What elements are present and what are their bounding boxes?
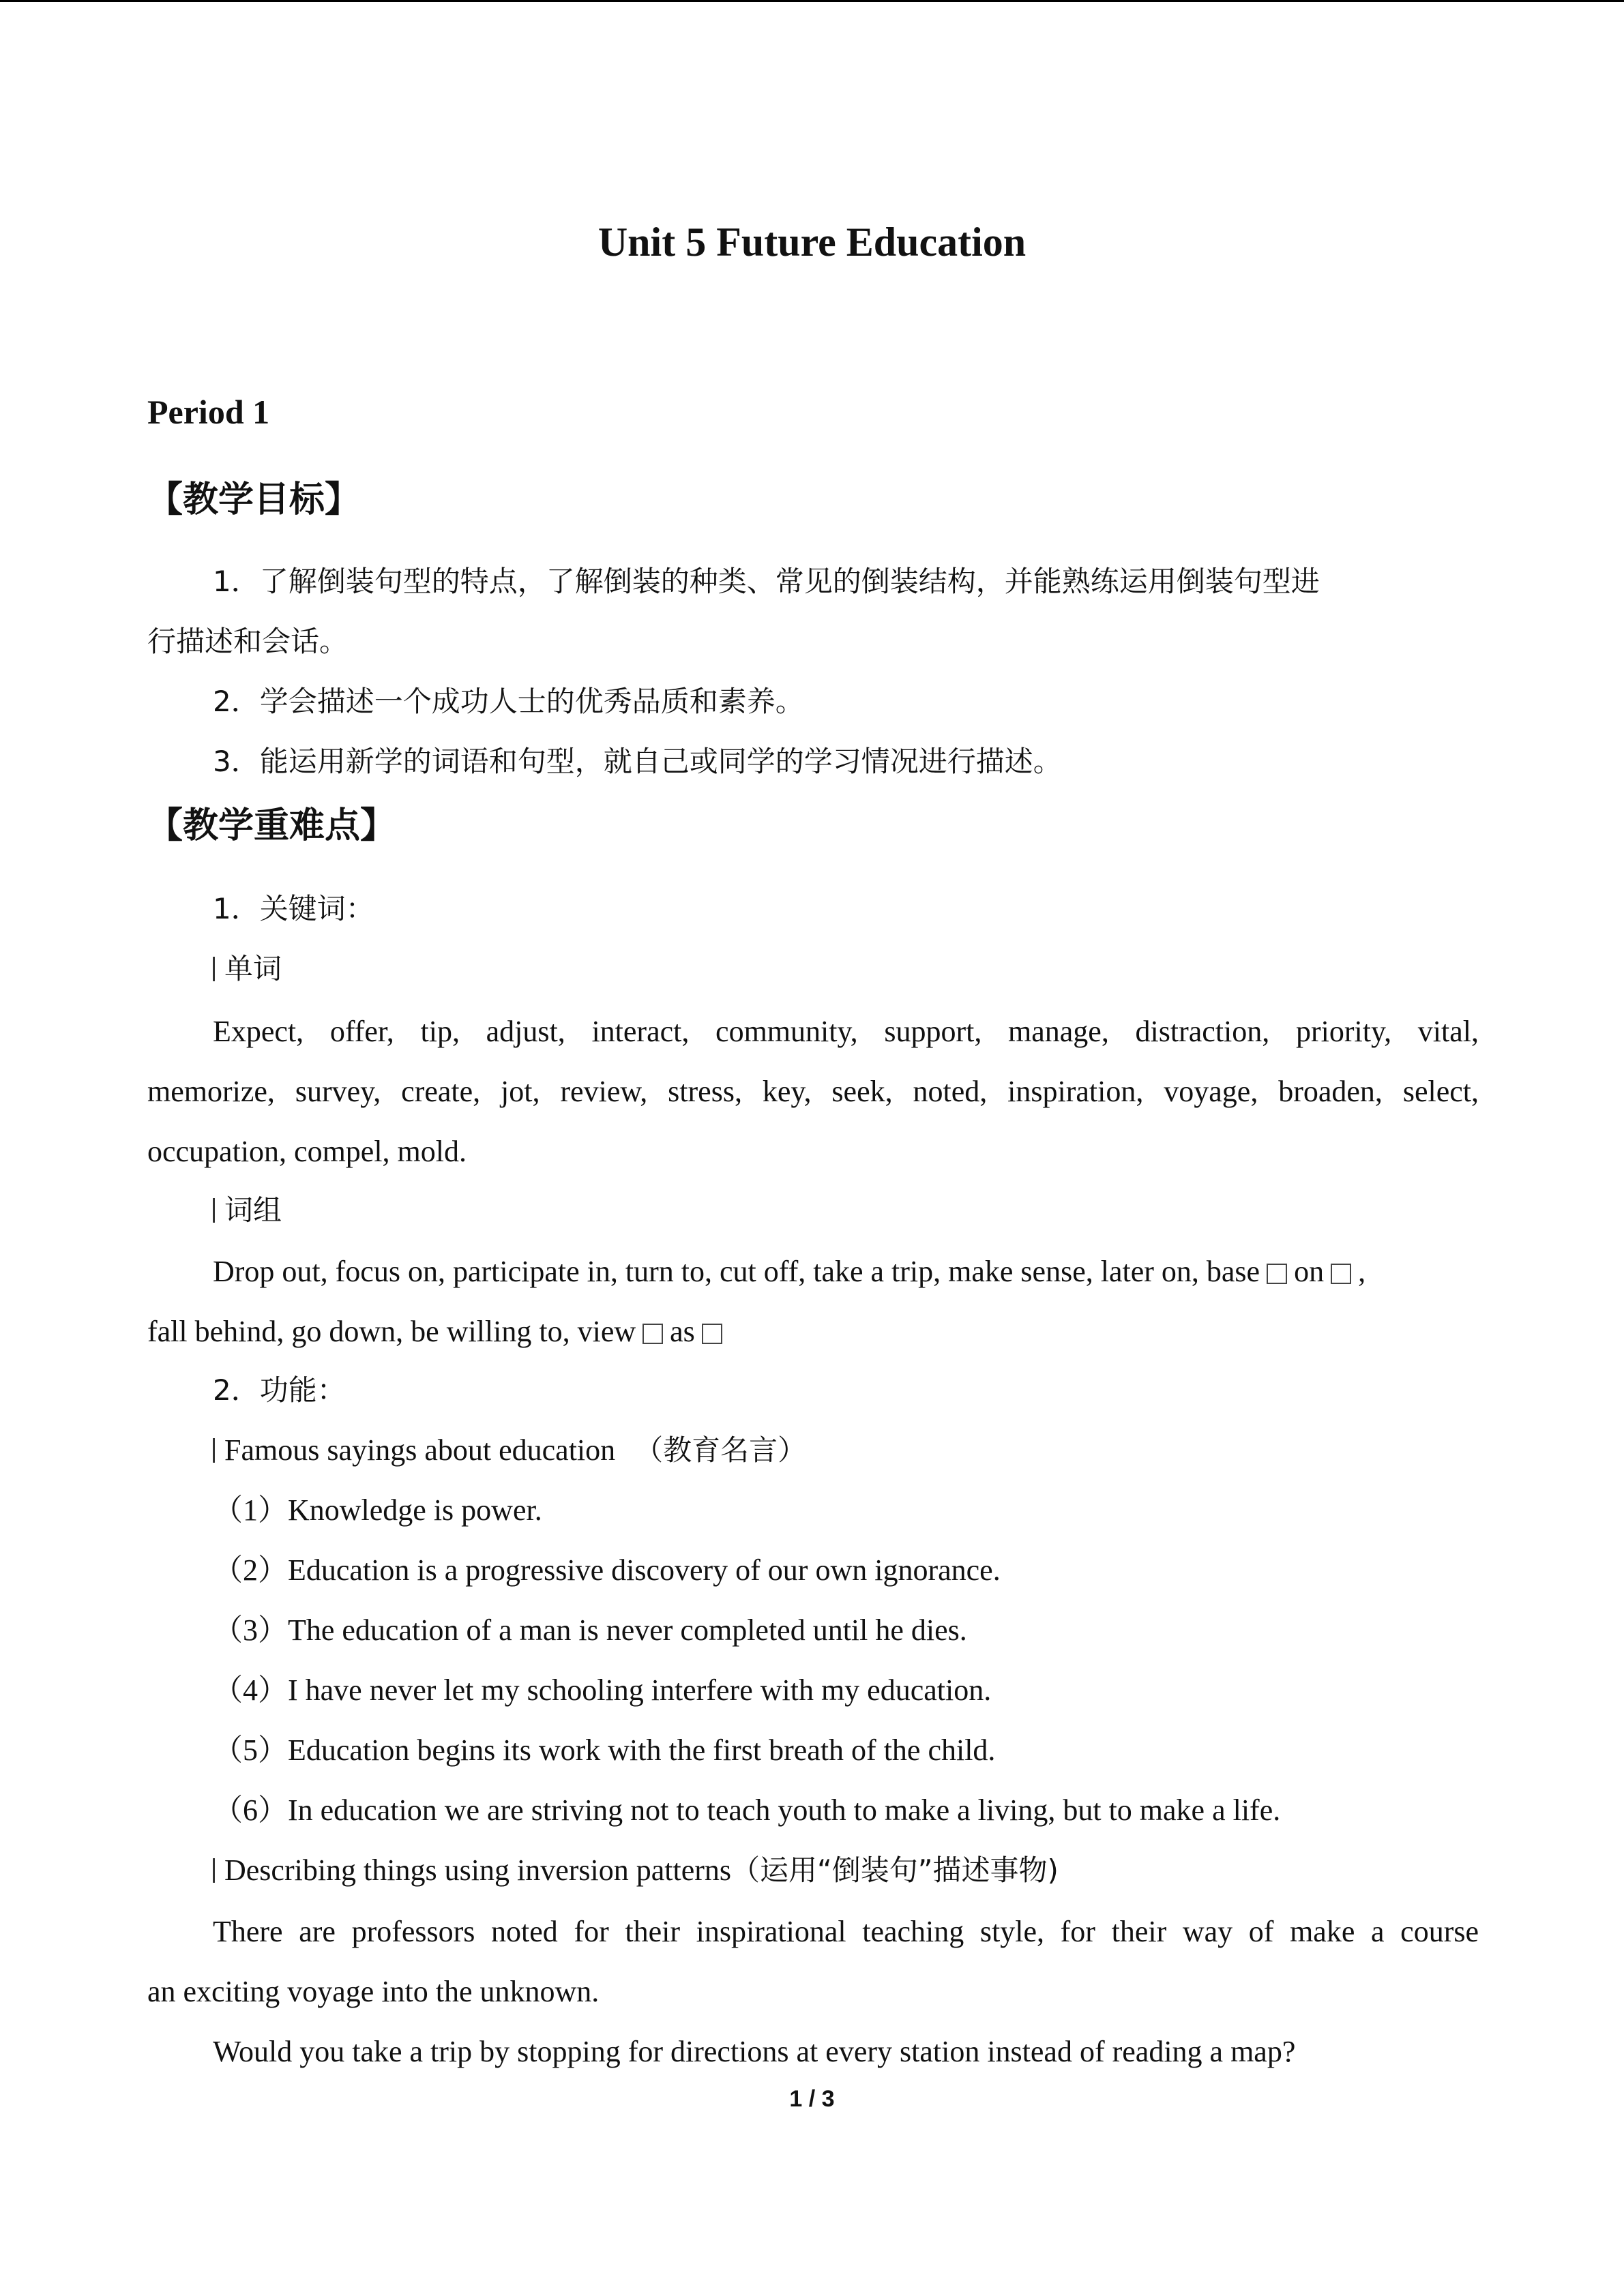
keywords-label: 1．关键词： [213,892,374,925]
section-heading-key-points: 【教学重难点】 [147,805,396,846]
blank-square-icon [702,1324,722,1344]
saying-item: （6）In education we are striving not to teach youth to make a living, but to make a life. [213,1793,1281,1827]
words-line-3: occupation, compel, mold. [147,1135,467,1168]
page-number: 1 / 3 [789,2086,835,2112]
words-line-1: Expect, offer, tip, adjust, interact, community, support, manage, distraction, priority, vital, [213,1015,1479,1048]
objective-1-line-1: 1．了解倒装句型的特点，了解倒装的种类、常见的倒装结构，并能熟练运用倒装句型进 [213,565,1320,598]
objective-3: 3．能运用新学的词语和句型，就自己或同学的学习情况进行描述。 [213,745,1062,778]
top-border [0,0,1624,2]
bullet-glyph-icon [213,957,219,981]
phrases-subheading [213,1192,282,1229]
words-label: 单词 [224,952,282,985]
inversion-label: Describing things using inversion patterns [224,1853,732,1887]
phrases-line-1: Drop out, focus on, participate in, turn to, cut off, take a trip, make sense, later on, base on , [213,1255,1366,1288]
sayings-label: Famous sayings about education [224,1433,616,1467]
saying-item: （1）Knowledge is power. [213,1493,542,1527]
words-subheading [213,951,282,987]
bullet-glyph-icon [213,1858,219,1883]
page-title: Unit 5 Future Education [597,220,1027,265]
example-1-line-2: an exciting voyage into the unknown. [147,1975,600,2008]
blank-square-icon [1267,1264,1287,1284]
example-1-line-1: There are professors noted for their inspirational teaching style, for their way of make a course [213,1915,1479,1948]
saying-item: （3）The education of a man is never completed until he dies. [213,1613,967,1647]
phrases-line-1-on: on [1294,1255,1325,1288]
blank-square-icon [1331,1264,1351,1284]
blank-square-icon [643,1324,663,1344]
phrases-line-1-text: Drop out, focus on, participate in, turn to, cut off, take a trip, make sense, later on, base [213,1255,1260,1288]
phrases-label: 词组 [224,1193,282,1227]
inversion-label-zh: （运用“倒装句”描述事物) [731,1853,1059,1887]
sayings-label-zh: （教育名言） [634,1433,807,1467]
inversion-subheading [213,1852,1059,1889]
phrases-line-2-text: fall behind, go down, be willing to, view [147,1315,636,1348]
saying-item: （2）Education is a progressive discovery of our own ignorance. [213,1553,1001,1587]
period-label: Period 1 [147,393,270,431]
section-heading-objectives: 【教学目标】 [147,479,361,520]
example-2: Would you take a trip by stopping for directions at every station instead of reading a map? [213,2035,1296,2068]
objective-1-line-2: 行描述和会话。 [147,625,349,658]
bullet-glyph-icon [213,1198,219,1223]
phrases-line-2-as: as [670,1315,695,1348]
saying-item: （4）I have never let my schooling interfere with my education. [213,1673,992,1707]
objective-2: 2．学会描述一个成功人士的优秀品质和素养。 [213,685,804,718]
sayings-subheading [213,1432,806,1469]
functions-label: 2．功能： [213,1373,346,1407]
phrases-line-2 [147,1313,729,1350]
saying-item: （5）Education begins its work with the first breath of the child. [213,1733,996,1767]
bullet-glyph-icon [213,1438,219,1463]
words-line-2: memorize, survey, create, jot, review, stress, key, seek, noted, inspiration, voyage, broaden, select, [147,1075,1479,1108]
